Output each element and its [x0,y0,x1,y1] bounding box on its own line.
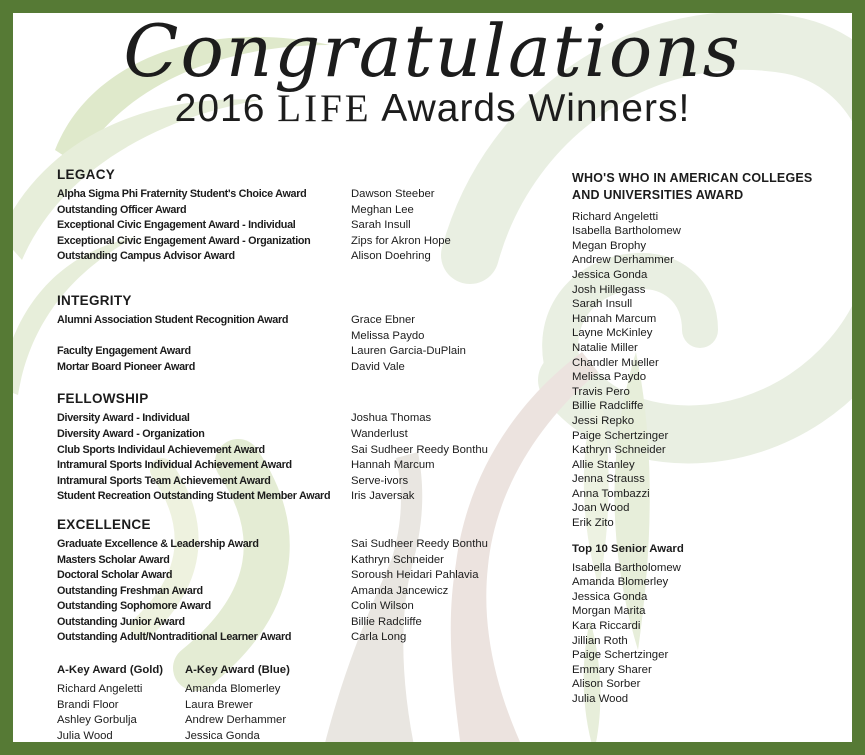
section-fellowship [57,390,569,505]
recipient-name: Erik Zito [572,517,614,530]
award-row [57,203,569,219]
award-row [57,344,569,360]
award-winner: David Vale [351,360,405,373]
recipient-name: Amanda Blomerley [572,576,669,589]
award-name: Faculty Engagement Award [57,345,191,358]
award-row [57,218,569,234]
award-row [57,584,569,600]
award-name: Alpha Sigma Phi Fraternity Student's Choice Award [57,188,307,200]
legacy-rows [57,187,569,265]
akey-gold-names [57,682,185,755]
award-row [57,234,569,250]
award-name: Outstanding Sophomore Award [57,600,211,613]
award-name: Student Recreation Outstanding Student Member Award [57,490,331,503]
whos-who-heading [572,170,847,204]
section-legacy [57,166,569,265]
award-row [57,411,569,427]
award-winner: Sai Sudheer Reedy Bonthu [351,443,488,456]
award-row [57,360,569,376]
award-name: Alumni Association Student Recognition Award [57,313,289,326]
recipient-name: Paige Schertzinger [572,429,669,442]
award-name: Intramural Sports Team Achievement Award [57,474,271,487]
top10-heading: Top 10 Senior Award [572,542,684,555]
award-row [57,489,569,505]
whos-who-heading-line1: WHO'S WHO IN AMERICAN COLLEGES [572,171,813,185]
section-heading-fellowship: FELLOWSHIP [57,391,149,407]
award-name: Intramural Sports Individual Achievement Award [57,459,292,472]
award-winner: Colin Wilson [351,600,414,613]
award-row [57,187,569,203]
award-row [57,329,569,345]
award-name: Graduate Excellence & Leadership Award [57,537,259,550]
award-row [57,630,569,646]
recipient-name: Jessi Repko [572,414,635,427]
recipient-name: Ashley Gorbulja [57,714,137,727]
recipient-name: Richard Angeletti [57,683,143,696]
recipient-name: Hannah Marcum [572,312,657,325]
recipient-name: Paige Schertzinger [572,649,669,662]
recipient-name: Travis Pero [572,385,630,398]
award-row [57,553,569,569]
recipient-name: Jessica Gonda [185,729,260,742]
award-row [57,599,569,615]
section-integrity [57,292,569,375]
award-winner: Meghan Lee [351,203,414,216]
award-name: Outstanding Freshman Award [57,584,203,597]
recipient-name: Melissa Paydo [572,371,647,384]
section-whos-who [572,170,847,531]
award-row [57,313,569,329]
subtitle-life-word: LIFE [277,86,372,130]
award-name: Outstanding Officer Award [57,203,187,216]
award-name: Outstanding Adult/Nontraditional Learner Award [57,631,292,644]
section-heading-excellence: EXCELLENCE [57,516,151,532]
section-top10-senior [572,542,847,707]
recipient-name: Erik Zito [57,745,99,755]
award-winner: Hannah Marcum [351,459,435,472]
recipient-name: Anna Tombazzi [572,487,650,500]
recipient-name: Julia Wood [57,729,113,742]
award-name: Doctoral Scholar Award [57,569,173,582]
section-excellence [57,516,569,646]
award-winner: Dawson Steeber [351,188,435,200]
recipient-name: Isabella Bartholomew [572,561,681,574]
award-name: Diversity Award - Individual [57,412,190,425]
recipient-name: Josh Hillegass [572,283,646,296]
recipient-name: Julia Wood [572,693,629,705]
recipient-name: Andrew Derhammer [185,714,287,727]
award-row [57,615,569,631]
subtitle-rest: Awards Winners! [381,86,691,130]
award-winner: Lauren Garcia-DuPlain [351,345,466,358]
recipient-name: Amanda Blomerley [185,683,281,696]
award-name: Mortar Board Pioneer Award [57,360,195,373]
poster-header [0,9,865,131]
award-name: Exceptional Civic Engagement Award - Individual [57,219,296,232]
recipient-name: Laura Brewer [185,698,253,711]
recipient-name: Megan Brophy [572,239,647,252]
award-winner: Zips for Akron Hope [351,234,451,247]
award-row [57,249,569,265]
recipient-name: Andrew Derhammer [572,254,674,267]
section-heading-integrity: INTEGRITY [57,292,132,308]
recipient-name: Jessica Gonda [572,590,648,603]
recipient-name: Jenna Strauss [572,473,645,486]
award-name: Diversity Award - Organization [57,427,205,440]
whos-who-names [572,210,847,531]
akey-gold-column [57,663,185,755]
akey-blue-column [185,663,313,755]
recipient-name: Emmary Sharer [572,663,652,676]
award-winner: Kathryn Schneider [351,553,444,566]
award-winner: Serve-ivors [351,474,409,487]
award-name: Outstanding Campus Advisor Award [57,250,235,263]
recipient-name: Kara Riccardi [572,620,641,633]
recipient-name: Jillian Roth [185,745,241,755]
award-winner: Soroush Heidari Pahlavia [351,569,479,582]
recipient-name: Morgan Marita [572,605,646,618]
recipient-name: Allie Stanley [572,458,635,471]
recipient-name: Alison Sorber [572,678,641,691]
award-row [57,427,569,443]
recipient-name: Sarah Insull [572,298,633,311]
whos-who-heading-line2: AND UNIVERSITIES AWARD [572,187,744,202]
recipient-name: Richard Angeletti [572,210,659,223]
excellence-rows [57,537,569,646]
award-winner: Billie Radcliffe [351,615,422,628]
award-winner: Alison Doehring [351,250,431,263]
award-name: Outstanding Junior Award [57,615,185,628]
recipient-name: Joan Wood [572,502,630,515]
award-winner: Carla Long [351,631,407,644]
award-winner: Sai Sudheer Reedy Bonthu [351,537,488,550]
award-winner: Wanderlust [351,427,408,440]
akey-blue-names [185,682,313,755]
congratulations-title: Congratulations [123,9,742,93]
subtitle-year: 2016 [174,86,266,130]
integrity-rows [57,313,569,375]
award-name: Club Sports Individaul Achievement Award [57,443,265,456]
recipient-name: Brandi Floor [57,698,119,711]
award-winner: Joshua Thomas [351,412,432,425]
section-heading-legacy: LEGACY [57,167,116,182]
recipient-name: Chandler Mueller [572,356,659,369]
award-row [57,458,569,474]
section-akey-awards [57,663,569,755]
fellowship-rows [57,411,569,505]
award-winner: Amanda Jancewicz [351,584,449,597]
award-row [57,474,569,490]
award-winner: Iris Javersak [351,490,415,503]
recipient-name: Kathryn Schneider [572,444,666,457]
akey-gold-heading: A-Key Award (Gold) [57,664,164,677]
award-name: Masters Scholar Award [57,553,170,566]
akey-blue-heading: A-Key Award (Blue) [185,664,290,677]
award-row [57,568,569,584]
recipient-name: Jillian Roth [572,634,628,647]
recipient-name: Isabella Bartholomew [572,225,681,238]
top10-names [572,561,847,707]
left-column [57,166,569,755]
award-winner: Grace Ebner [351,313,416,326]
award-name: Exceptional Civic Engagement Award - Organization [57,234,311,247]
recipient-name: Layne McKinley [572,327,653,340]
recipient-name: Natalie Miller [572,341,638,354]
recipient-name: Jessica Gonda [572,268,648,281]
award-name [57,329,351,345]
recipient-name: Billie Radcliffe [572,400,644,413]
award-winner: Melissa Paydo [351,329,425,342]
award-winner: Sarah Insull [351,219,411,232]
award-row [57,443,569,459]
award-row [57,537,569,553]
right-column [572,170,847,707]
